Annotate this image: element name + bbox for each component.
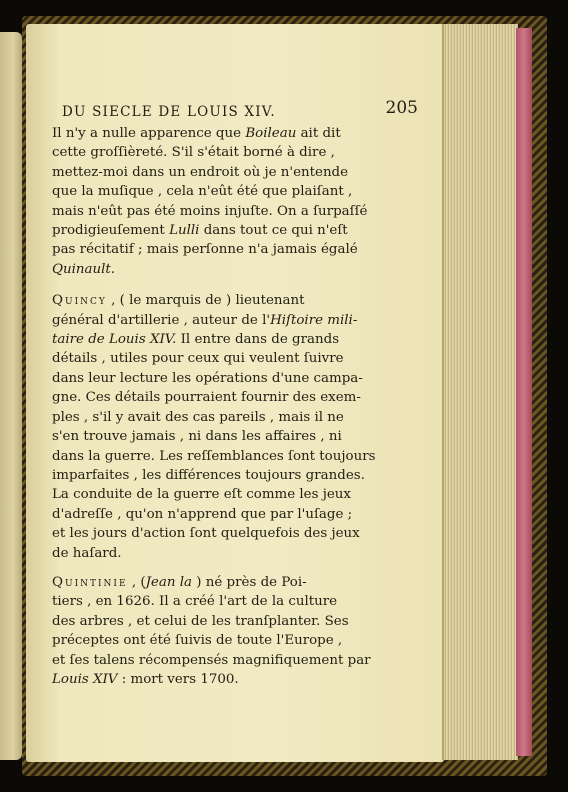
italic-title: taire de Louis XIV.	[52, 332, 177, 348]
entry-boileau-paragraph	[52, 124, 424, 279]
text-line: des arbres , et celui de les tranſplanter. Ses	[52, 613, 349, 629]
text-run: dans tout ce qui n'eſt	[199, 223, 348, 239]
text-run: ) né près de Poi-	[192, 574, 307, 590]
text-line	[52, 311, 424, 330]
text-line	[52, 670, 424, 689]
text-run: ait dit	[296, 126, 341, 141]
entry-name: Quincy	[52, 293, 107, 309]
text-line: imparfaites , les différences toujours grandes.	[52, 467, 365, 483]
text-line: d'adreſſe , qu'on n'apprend que par l'uſage ;	[52, 506, 353, 522]
text-run: Il entre dans de grands	[176, 332, 340, 348]
text-line: préceptes ont été ſuivis de toute l'Europe ,	[52, 633, 343, 649]
text-line: et ſes talens récompensés magnifiquement par	[52, 652, 371, 668]
text-line: pas récitatif ; mais perſonne n'a jamais égalé	[52, 242, 358, 258]
text-line	[52, 260, 424, 279]
text-line: cette groſſièreté. S'il s'était borné à dire ,	[52, 145, 335, 161]
italic-name: Boileau	[245, 126, 297, 141]
entry-quintinie	[52, 573, 424, 689]
text-run: Il n'y a nulle apparence que	[52, 126, 246, 141]
text-line	[52, 291, 424, 310]
text-line: ples , s'il y avait des cas pareils , mais il ne	[52, 409, 344, 425]
italic-name: Louis XIV	[52, 671, 118, 687]
text-line: dans la guerre. Les reſſemblances ſont toujours	[52, 448, 376, 464]
page-stack-edge	[442, 24, 518, 760]
page-body	[52, 124, 424, 689]
text-line: tiers , en 1626. Il a créé l'art de la culture	[52, 594, 338, 610]
text-line: mais n'eût pas été moins injuſte. On a ſurpaſſé	[52, 203, 368, 219]
text-line	[52, 330, 424, 349]
text-line: de haſard.	[52, 545, 122, 561]
text-line	[52, 124, 424, 143]
page-number: 205	[385, 98, 418, 118]
italic-name: Lulli	[169, 223, 200, 239]
text-line: s'en trouve jamais , ni dans les affaires , ni	[52, 429, 342, 445]
text-line	[52, 573, 424, 592]
text-line: détails , utiles pour ceux qui veulent ſuivre	[52, 351, 344, 367]
text-line	[52, 221, 424, 240]
red-fore-edge	[516, 28, 532, 756]
text-run: général d'artillerie , auteur de l'	[52, 312, 271, 328]
text-run: , (	[127, 574, 146, 590]
text-line: dans leur lecture les opérations d'une campa-	[52, 370, 363, 386]
text-line: gne. Ces détails pourraient fournir des exem-	[52, 390, 361, 406]
italic-name: Jean la	[145, 574, 192, 590]
italic-title: Hiſtoire mili-	[270, 312, 358, 328]
previous-page-edge	[0, 32, 22, 760]
text-run: : mort vers 1700.	[117, 671, 239, 687]
running-head: DU SIECLE DE LOUIS XIV.	[62, 104, 276, 120]
text-line: et les jours d'action ſont quelquefois des jeux	[52, 526, 360, 542]
page-header	[62, 98, 418, 124]
text-run: prodigieuſement	[52, 223, 170, 239]
text-line: mettez-moi dans un endroit où je n'entende	[52, 164, 349, 180]
italic-name: Quinault.	[52, 261, 116, 277]
entry-name: Quintinie	[52, 574, 128, 590]
text-line: La conduite de la guerre eſt comme les jeux	[52, 487, 351, 503]
text-run: , ( le marquis de ) lieutenant	[106, 293, 305, 309]
entry-quincy	[52, 291, 424, 563]
text-line: que la muſique , cela n'eût été que plaiſant ,	[52, 184, 353, 200]
